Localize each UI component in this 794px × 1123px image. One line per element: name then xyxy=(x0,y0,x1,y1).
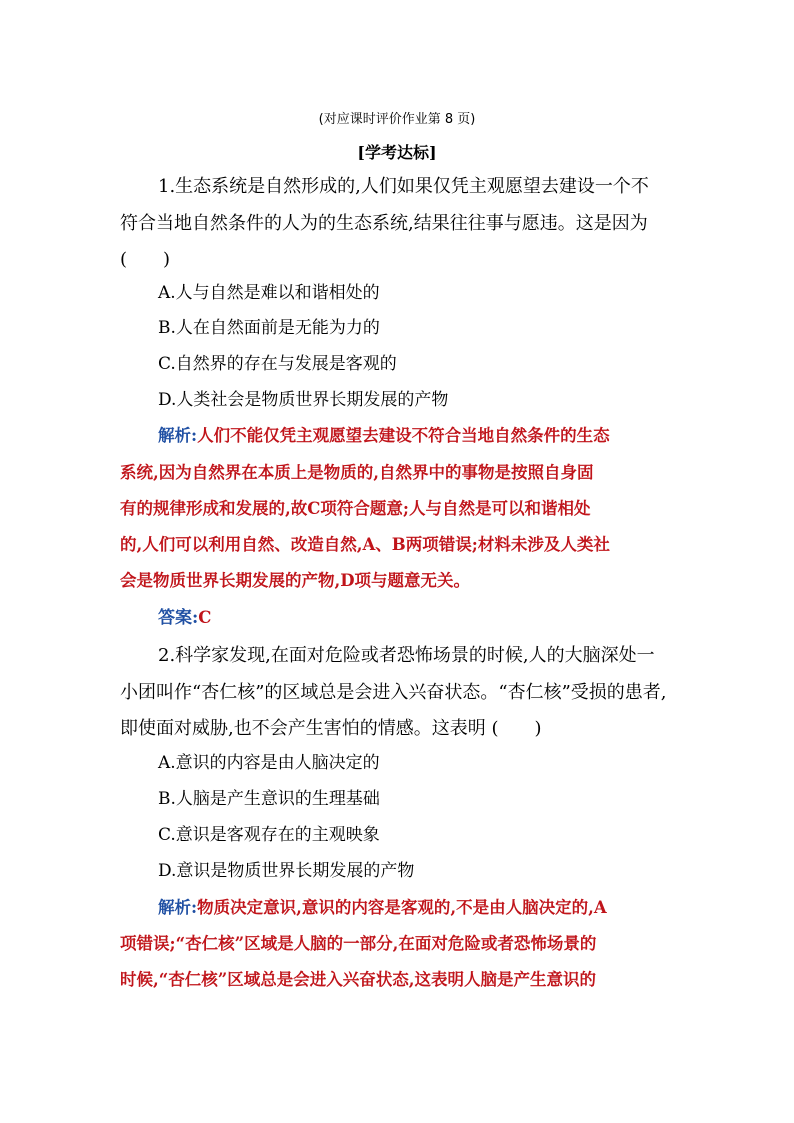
q2-option-a: A.意识的内容是由人脑决定的 xyxy=(158,753,380,773)
q1-stem-line-2: 符合当地自然条件的人为的生态系统,结果往往事与愿违。这是因为 xyxy=(120,213,648,234)
q1-analysis-line-5: 会是物质世界长期发展的产物,D项与题意无关。 xyxy=(120,571,471,590)
q1-stem-line-3: ( ) xyxy=(120,249,171,270)
q2-stem-line-3: 即使面对威胁,也不会产生害怕的情感。这表明 ( ) xyxy=(120,718,542,739)
q1-stem-line-1: 1.生态系统是自然形成的,人们如果仅凭主观愿望去建设一个不 xyxy=(158,176,649,197)
q2-stem-line-2: 小团叫作“杏仁核”的区域总是会进入兴奋状态。“杏仁核”受损的患者, xyxy=(120,682,667,703)
q2-stem-line-1: 2.科学家发现,在面对危险或者恐怖场景的时候,人的大脑深处一 xyxy=(158,645,655,666)
q2-option-c: C.意识是客观存在的主观映象 xyxy=(158,825,380,845)
q2-option-b: B.人脑是产生意识的生理基础 xyxy=(158,789,380,809)
q1-analysis-line-4: 的,人们可以利用自然、改造自然,A、B两项错误;材料未涉及人类社 xyxy=(120,535,610,554)
q1-analysis-line-3: 有的规律形成和发展的,故C项符合题意;人与自然是可以和谐相处 xyxy=(120,499,591,518)
q2-analysis-line-1 xyxy=(158,897,718,919)
q1-option-d: D.人类社会是物质世界长期发展的产物 xyxy=(158,390,449,410)
page-reference-note: (对应课时评价作业第 8 页) xyxy=(318,112,476,127)
q1-answer-value: C xyxy=(198,608,212,627)
q2-analysis-line-2: 项错误;“杏仁核”区域是人脑的一部分,在面对危险或者恐怖场景的 xyxy=(120,934,597,953)
q2-analysis-label: 解析: xyxy=(158,898,198,917)
q1-answer xyxy=(158,607,211,629)
q1-analysis-text-1: 人们不能仅凭主观愿望去建设不符合当地自然条件的生态 xyxy=(197,426,610,445)
q2-option-d: D.意识是物质世界长期发展的产物 xyxy=(158,861,415,881)
q1-answer-label: 答案: xyxy=(158,608,199,628)
q1-option-c: C.自然界的存在与发展是客观的 xyxy=(158,354,397,374)
q1-analysis-label: 解析: xyxy=(158,426,198,445)
q1-option-a: A.人与自然是难以和谐相处的 xyxy=(158,283,380,303)
section-title: [学考达标] xyxy=(357,143,437,162)
q1-option-b: B.人在自然面前是无能为力的 xyxy=(158,318,380,338)
q2-analysis-text-1: 物质决定意识,意识的内容是客观的,不是由人脑决定的,A xyxy=(197,898,607,917)
q1-analysis-line-2: 系统,因为自然界在本质上是物质的,自然界中的事物是按照自身固 xyxy=(120,463,594,482)
q1-analysis-line-1 xyxy=(158,425,718,447)
q2-analysis-line-3: 时候,“杏仁核”区域总是会进入兴奋状态,这表明人脑是产生意识的 xyxy=(120,970,596,989)
